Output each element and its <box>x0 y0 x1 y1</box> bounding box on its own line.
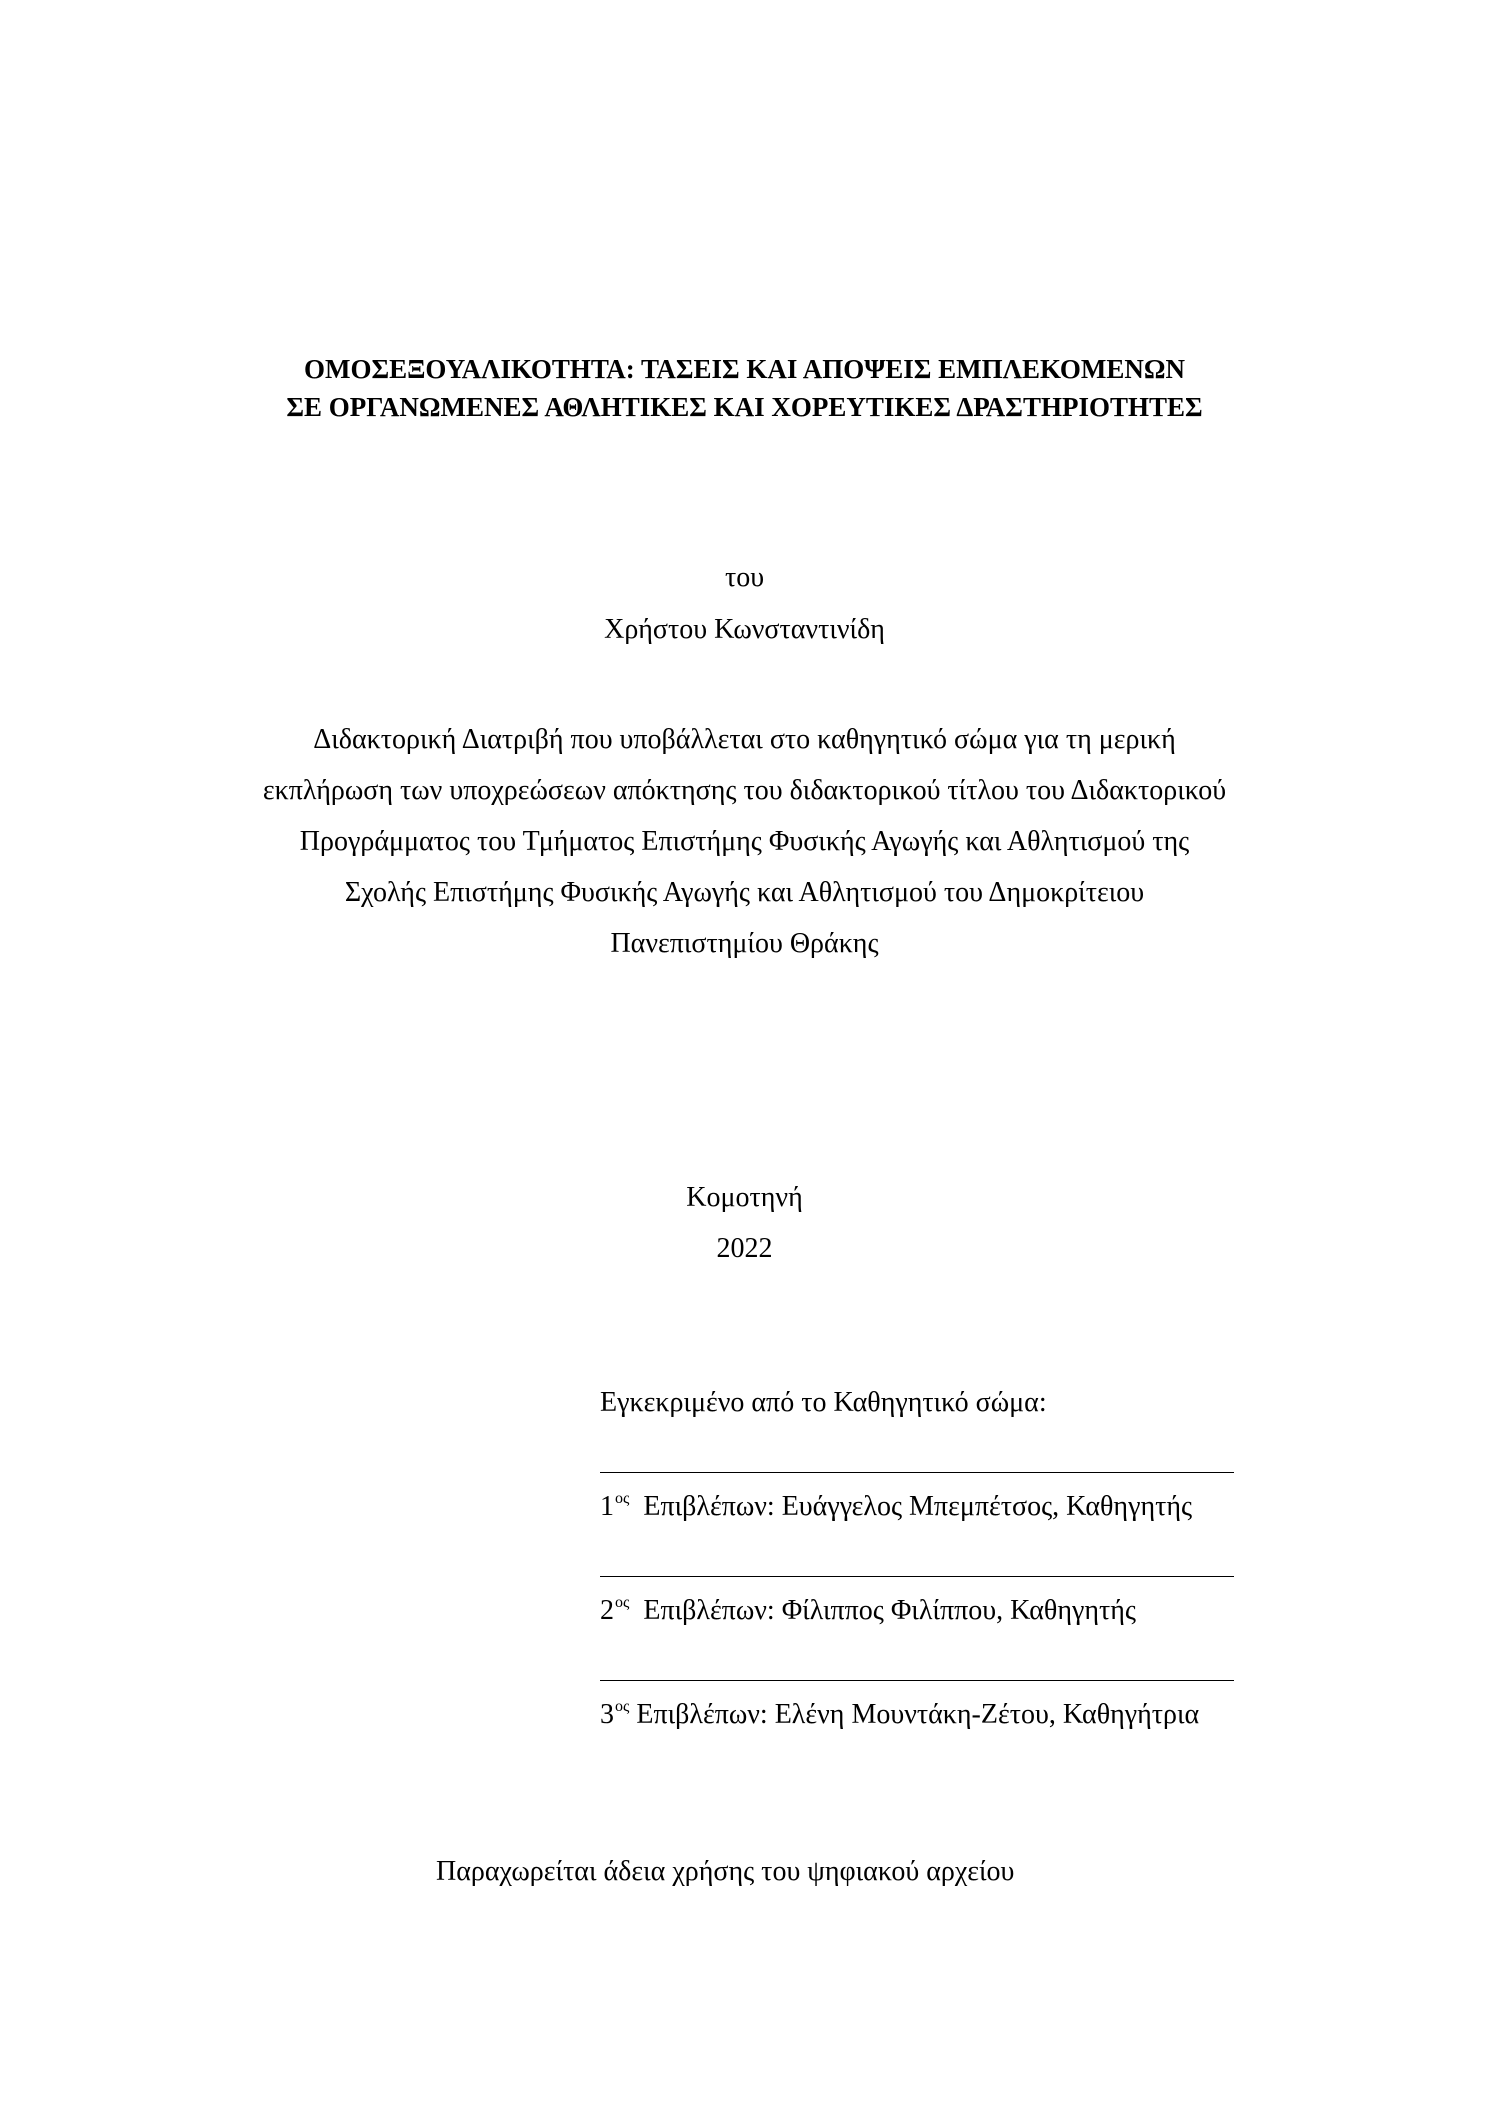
description-line-1: Διδακτορική Διατριβή που υποβάλλεται στο καθηγητικό σώμα για τη μερική <box>313 724 1176 755</box>
description-line-2: εκπλήρωση των υποχρεώσεων απόκτησης του διδακτορικού τίτλου του Διδακτορικού <box>262 775 1227 806</box>
year: 2022 <box>716 1233 773 1264</box>
supervisor-1-number: 1 <box>600 1491 614 1522</box>
supervisor-2 <box>600 1593 1136 1633</box>
description-line-4: Σχολής Επιστήμης Φυσικής Αγωγής και Αθλητισμού του Δημοκρίτειου <box>344 877 1145 908</box>
thesis-description <box>0 714 1489 969</box>
author-name: Χρήστου Κωνσταντινίδη <box>604 614 885 645</box>
approval-heading: Εγκεκριμένο από το Καθηγητικό σώμα: <box>600 1387 1047 1418</box>
license-statement: Παραχωρείται άδεια χρήσης του ψηφιακού αρχείου <box>436 1856 1015 1887</box>
supervisor-1-text: Επιβλέπων: Ευάγγελος Μπεμπέτσος, Καθηγητής <box>643 1491 1193 1522</box>
supervisor-3-number: 3 <box>600 1699 614 1730</box>
thesis-title-line-1: ΟΜΟΣΕΞΟΥΑΛΙΚΟΤΗΤΑ: ΤΑΣΕΙΣ ΚΑΙ ΑΠΟΨΕΙΣ ΕΜΠΛΕΚΟΜΕΝΩΝ <box>304 354 1185 384</box>
description-line-5: Πανεπιστημίου Θράκης <box>610 928 879 959</box>
signature-line-1 <box>600 1472 1234 1473</box>
supervisor-3 <box>600 1697 1199 1737</box>
thesis-title <box>0 350 1489 426</box>
place: Κομοτηνή <box>686 1182 803 1213</box>
thesis-title-line-2: ΣΕ ΟΡΓΑΝΩΜΕΝΕΣ ΑΘΛΗΤΙΚΕΣ ΚΑΙ ΧΟΡΕΥΤΙΚΕΣ ΔΡΑΣΤΗΡΙΟΤΗΤΕΣ <box>286 392 1203 422</box>
description-line-3: Προγράμματος του Τμήματος Επιστήμης Φυσικής Αγωγής και Αθλητισμού της <box>299 826 1190 857</box>
supervisor-1 <box>600 1489 1192 1529</box>
signature-line-2 <box>600 1576 1234 1577</box>
supervisor-1-ordinal: ος <box>615 1490 630 1507</box>
supervisor-2-ordinal: ος <box>615 1594 630 1611</box>
supervisor-2-text: Επιβλέπων: Φίλιππος Φιλίππου, Καθηγητής <box>643 1595 1136 1626</box>
supervisor-3-text: Επιβλέπων: Ελένη Μουντάκη-Ζέτου, Καθηγήτρια <box>636 1699 1200 1730</box>
supervisor-2-number: 2 <box>600 1595 614 1626</box>
signature-line-3 <box>600 1680 1234 1681</box>
supervisor-3-ordinal: ος <box>615 1698 630 1715</box>
author-by-label: του <box>724 562 765 593</box>
